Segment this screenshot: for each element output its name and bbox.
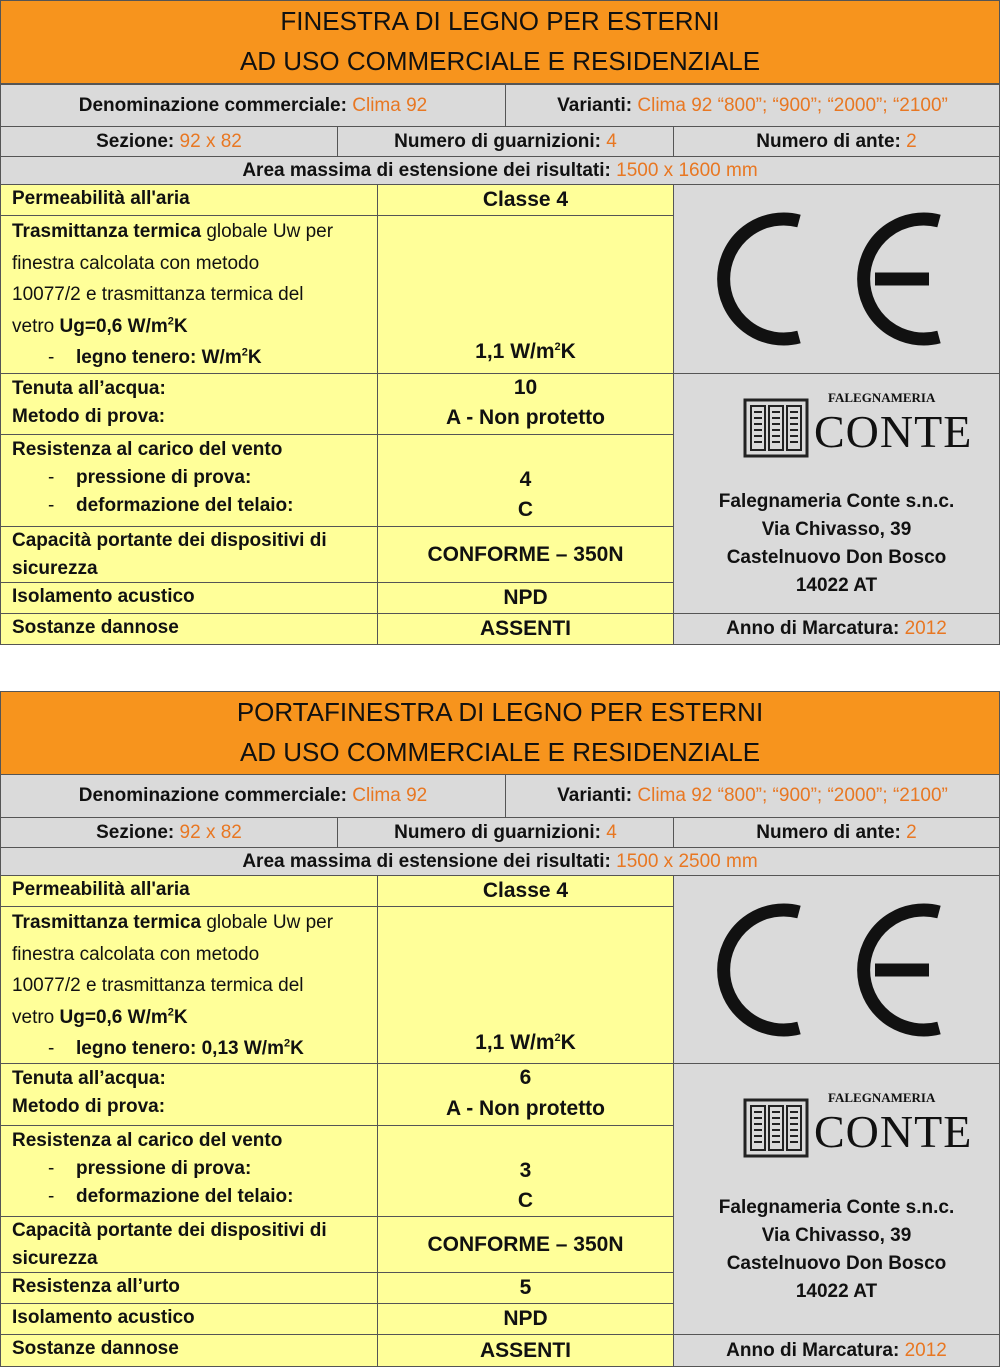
ug-exponent: 2	[167, 315, 174, 328]
tenuta-value-cell	[377, 1063, 674, 1126]
urto-value-cell	[377, 1272, 674, 1304]
permeabilita-label-cell	[0, 875, 378, 907]
conte-logo	[742, 1090, 973, 1162]
sostanze-label: Sostanze dannose	[12, 1338, 179, 1359]
permeabilita-value: Classe 4	[482, 879, 569, 902]
area-label: Area massima di estensione dei risultati:	[242, 159, 611, 181]
metodo-value: A - Non protetto	[445, 406, 606, 429]
ug-value: Ug=0,6 W/m	[59, 1006, 168, 1028]
ug-unit: K	[173, 315, 188, 337]
legno-exponent: 2	[241, 346, 248, 359]
area-cell	[0, 847, 1000, 876]
company-name: Falegnameria Conte s.n.c.	[718, 1197, 955, 1218]
permeabilita-label: Permeabilità all'aria	[12, 188, 190, 209]
sezione-label: Sezione:	[96, 821, 175, 843]
varianti-cell	[505, 84, 1000, 127]
isolamento-value-cell	[377, 582, 674, 614]
company-cell	[673, 1063, 1000, 1335]
trasmittanza-line3: 10077/2 e trasmittanza termica del	[12, 975, 304, 996]
tenuta-label: Tenuta all’acqua:	[12, 1068, 166, 1089]
trasmittanza-line1: globale Uw per	[206, 912, 334, 933]
ante-value: 2	[906, 130, 917, 152]
ce-mark-cell	[673, 184, 1000, 374]
company-name: Falegnameria Conte s.n.c.	[718, 491, 955, 512]
trasmittanza-line3: 10077/2 e trasmittanza termica del	[12, 284, 304, 305]
ante-cell	[673, 817, 1000, 848]
trasmittanza-line2: finestra calcolata con metodo	[12, 943, 260, 965]
sezione-cell	[0, 817, 338, 848]
capacita-line2: sicurezza	[12, 1248, 98, 1269]
urto-value: 5	[519, 1276, 532, 1299]
permeabilita-value-cell	[377, 875, 674, 907]
company-address	[674, 488, 999, 600]
varianti-cell	[505, 774, 1000, 818]
conte-logo	[742, 390, 973, 462]
trasmittanza-line4: vetro	[12, 315, 55, 337]
company-address	[674, 1194, 999, 1306]
anno-cell	[673, 613, 1000, 645]
area-label: Area massima di estensione dei risultati:	[242, 850, 611, 872]
ug-exponent: 2	[167, 1006, 174, 1019]
deformazione-value: C	[517, 1189, 534, 1212]
tenuta-value: 10	[513, 376, 538, 399]
pressione-dash: -	[48, 1158, 55, 1179]
guarnizioni-label: Numero di guarnizioni:	[394, 130, 602, 152]
ante-label: Numero di ante:	[756, 130, 901, 152]
logo-top-text: FALEGNAMERIA	[828, 1090, 936, 1105]
company-street: Via Chivasso, 39	[761, 1225, 912, 1246]
ce-mark-logo	[707, 895, 967, 1045]
denominazione-cell	[0, 84, 506, 127]
trasmittanza-bold: Trasmittanza termica	[12, 912, 202, 933]
sostanze-value-cell	[377, 1334, 674, 1367]
trasmittanza-bold: Trasmittanza termica	[12, 221, 202, 242]
vento-label: Resistenza al carico del vento	[12, 1130, 283, 1151]
sostanze-value: ASSENTI	[479, 1338, 571, 1362]
capacita-label-cell	[0, 1216, 378, 1273]
permeabilita-value: Classe 4	[482, 188, 569, 211]
urto-label-cell	[0, 1272, 378, 1304]
deformazione-label: deformazione del telaio:	[76, 1186, 294, 1207]
capacita-label-cell	[0, 526, 378, 583]
varianti-value: Clima 92 “800”; “900”; “2000”; “2100”	[637, 94, 948, 116]
trasmittanza-value-unit: K	[560, 1031, 576, 1054]
company-cell	[673, 373, 1000, 614]
sezione-cell	[0, 126, 338, 157]
ce-mark-cell	[673, 875, 1000, 1064]
section-title	[0, 0, 1000, 84]
pressione-dash: -	[48, 467, 55, 488]
trasmittanza-label-cell	[0, 215, 378, 374]
metodo-value: A - Non protetto	[445, 1097, 606, 1120]
pressione-value: 4	[519, 468, 532, 491]
tenuta-label-cell	[0, 373, 378, 435]
deformazione-dash: -	[48, 1186, 55, 1207]
pressione-value: 3	[519, 1159, 532, 1182]
vento-value-cell	[377, 1125, 674, 1217]
urto-label: Resistenza all’urto	[12, 1276, 180, 1297]
capacita-value-cell	[377, 1216, 674, 1273]
trasmittanza-value-cell	[377, 215, 674, 374]
trasmittanza-value-cell	[377, 906, 674, 1064]
denominazione-cell	[0, 774, 506, 818]
anno-label: Anno di Marcatura:	[726, 618, 900, 639]
guarnizioni-label: Numero di guarnizioni:	[394, 821, 602, 843]
varianti-label: Varianti:	[557, 785, 633, 806]
denominazione-value: Clima 92	[352, 785, 428, 806]
ante-label: Numero di ante:	[756, 821, 901, 843]
ug-value: Ug=0,6 W/m	[59, 315, 168, 337]
section-title	[0, 691, 1000, 775]
pressione-label: pressione di prova:	[76, 1158, 252, 1179]
window-shutter-icon	[742, 1098, 810, 1158]
guarnizioni-cell	[337, 817, 674, 848]
sostanze-label: Sostanze dannose	[12, 617, 179, 638]
permeabilita-label: Permeabilità all'aria	[12, 879, 190, 900]
company-zip: 14022 AT	[795, 575, 878, 596]
guarnizioni-value: 4	[606, 821, 617, 843]
isolamento-label-cell	[0, 582, 378, 614]
capacita-value: CONFORME – 350N	[427, 1232, 624, 1256]
logo-name-text: CONTE	[814, 1106, 973, 1157]
deformazione-dash: -	[48, 495, 55, 516]
capacita-value: CONFORME – 350N	[427, 542, 624, 566]
tenuta-label-cell	[0, 1063, 378, 1126]
title-line-2: AD USO COMMERCIALE E RESIDENZIALE	[239, 737, 761, 767]
sostanze-value-cell	[377, 613, 674, 645]
sostanze-value: ASSENTI	[479, 617, 571, 640]
title-line-1: PORTAFINESTRA DI LEGNO PER ESTERNI	[236, 697, 764, 727]
denominazione-label: Denominazione commerciale:	[78, 785, 347, 806]
pressione-label: pressione di prova:	[76, 467, 252, 488]
guarnizioni-value: 4	[606, 130, 617, 152]
deformazione-label: deformazione del telaio:	[76, 495, 294, 516]
trasmittanza-line1: globale Uw per	[206, 221, 334, 242]
logo-name-text: CONTE	[814, 406, 973, 457]
denominazione-value: Clima 92	[352, 94, 428, 116]
isolamento-label: Isolamento acustico	[12, 1307, 195, 1328]
trasmittanza-line4: vetro	[12, 1006, 55, 1028]
capacita-line1: Capacità portante dei dispositivi di	[12, 1220, 327, 1241]
trasmittanza-line2: finestra calcolata con metodo	[12, 252, 260, 274]
logo-top-text: FALEGNAMERIA	[828, 390, 936, 405]
trasmittanza-value: 1,1 W/m	[475, 340, 555, 363]
capacita-line2: sicurezza	[12, 558, 98, 579]
capacita-value-cell	[377, 526, 674, 583]
trasmittanza-value-exponent: 2	[554, 341, 561, 353]
legno-label: legno tenero: 0,13 W/m	[76, 1038, 284, 1059]
anno-value: 2012	[904, 618, 947, 639]
denominazione-label: Denominazione commerciale:	[78, 94, 347, 116]
area-value: 1500 x 2500 mm	[616, 850, 758, 872]
sostanze-label-cell	[0, 613, 378, 645]
isolamento-label-cell	[0, 1303, 378, 1335]
isolamento-label: Isolamento acustico	[12, 586, 195, 607]
isolamento-value: NPD	[503, 586, 548, 609]
vento-value-cell	[377, 434, 674, 527]
ante-cell	[673, 126, 1000, 157]
company-city: Castelnuovo Don Bosco	[726, 547, 947, 568]
metodo-label: Metodo di prova:	[12, 406, 166, 427]
sostanze-label-cell	[0, 1334, 378, 1367]
area-value: 1500 x 1600 mm	[616, 159, 758, 181]
legno-exponent: 2	[283, 1037, 291, 1050]
trasmittanza-value-unit: K	[560, 340, 576, 363]
legno-dash: -	[48, 347, 55, 368]
legno-label: legno tenero: W/m	[76, 347, 242, 368]
company-city: Castelnuovo Don Bosco	[726, 1253, 947, 1274]
trasmittanza-value: 1,1 W/m	[475, 1031, 555, 1054]
legno-dash: -	[48, 1038, 55, 1059]
permeabilita-value-cell	[377, 184, 674, 216]
permeabilita-label-cell	[0, 184, 378, 216]
title-line-1: FINESTRA DI LEGNO PER ESTERNI	[280, 6, 720, 36]
vento-label-cell	[0, 1125, 378, 1217]
company-zip: 14022 AT	[795, 1281, 878, 1302]
trasmittanza-value-exponent: 2	[554, 1032, 561, 1044]
guarnizioni-cell	[337, 126, 674, 157]
area-cell	[0, 156, 1000, 185]
ce-mark-logo	[707, 204, 967, 354]
isolamento-value-cell	[377, 1303, 674, 1335]
tenuta-value-cell	[377, 373, 674, 435]
isolamento-value: NPD	[503, 1307, 548, 1330]
sezione-label: Sezione:	[96, 130, 175, 152]
tenuta-label: Tenuta all’acqua:	[12, 378, 166, 399]
deformazione-value: C	[517, 498, 534, 521]
vento-label: Resistenza al carico del vento	[12, 439, 283, 460]
anno-label: Anno di Marcatura:	[726, 1339, 900, 1361]
vento-label-cell	[0, 434, 378, 527]
anno-value: 2012	[904, 1339, 947, 1361]
ug-unit: K	[173, 1006, 188, 1028]
varianti-label: Varianti:	[557, 94, 633, 116]
capacita-line1: Capacità portante dei dispositivi di	[12, 530, 327, 551]
sezione-value: 92 x 82	[179, 130, 242, 152]
trasmittanza-label-cell	[0, 906, 378, 1064]
metodo-label: Metodo di prova:	[12, 1096, 166, 1117]
sezione-value: 92 x 82	[179, 821, 242, 843]
tenuta-value: 6	[519, 1066, 532, 1089]
legno-unit: K	[247, 347, 262, 368]
legno-unit: K	[290, 1038, 304, 1059]
window-shutter-icon	[742, 398, 810, 458]
anno-cell	[673, 1334, 1000, 1367]
company-street: Via Chivasso, 39	[761, 519, 912, 540]
ante-value: 2	[906, 821, 917, 843]
title-line-2: AD USO COMMERCIALE E RESIDENZIALE	[239, 46, 761, 76]
varianti-value: Clima 92 “800”; “900”; “2000”; “2100”	[637, 785, 948, 806]
